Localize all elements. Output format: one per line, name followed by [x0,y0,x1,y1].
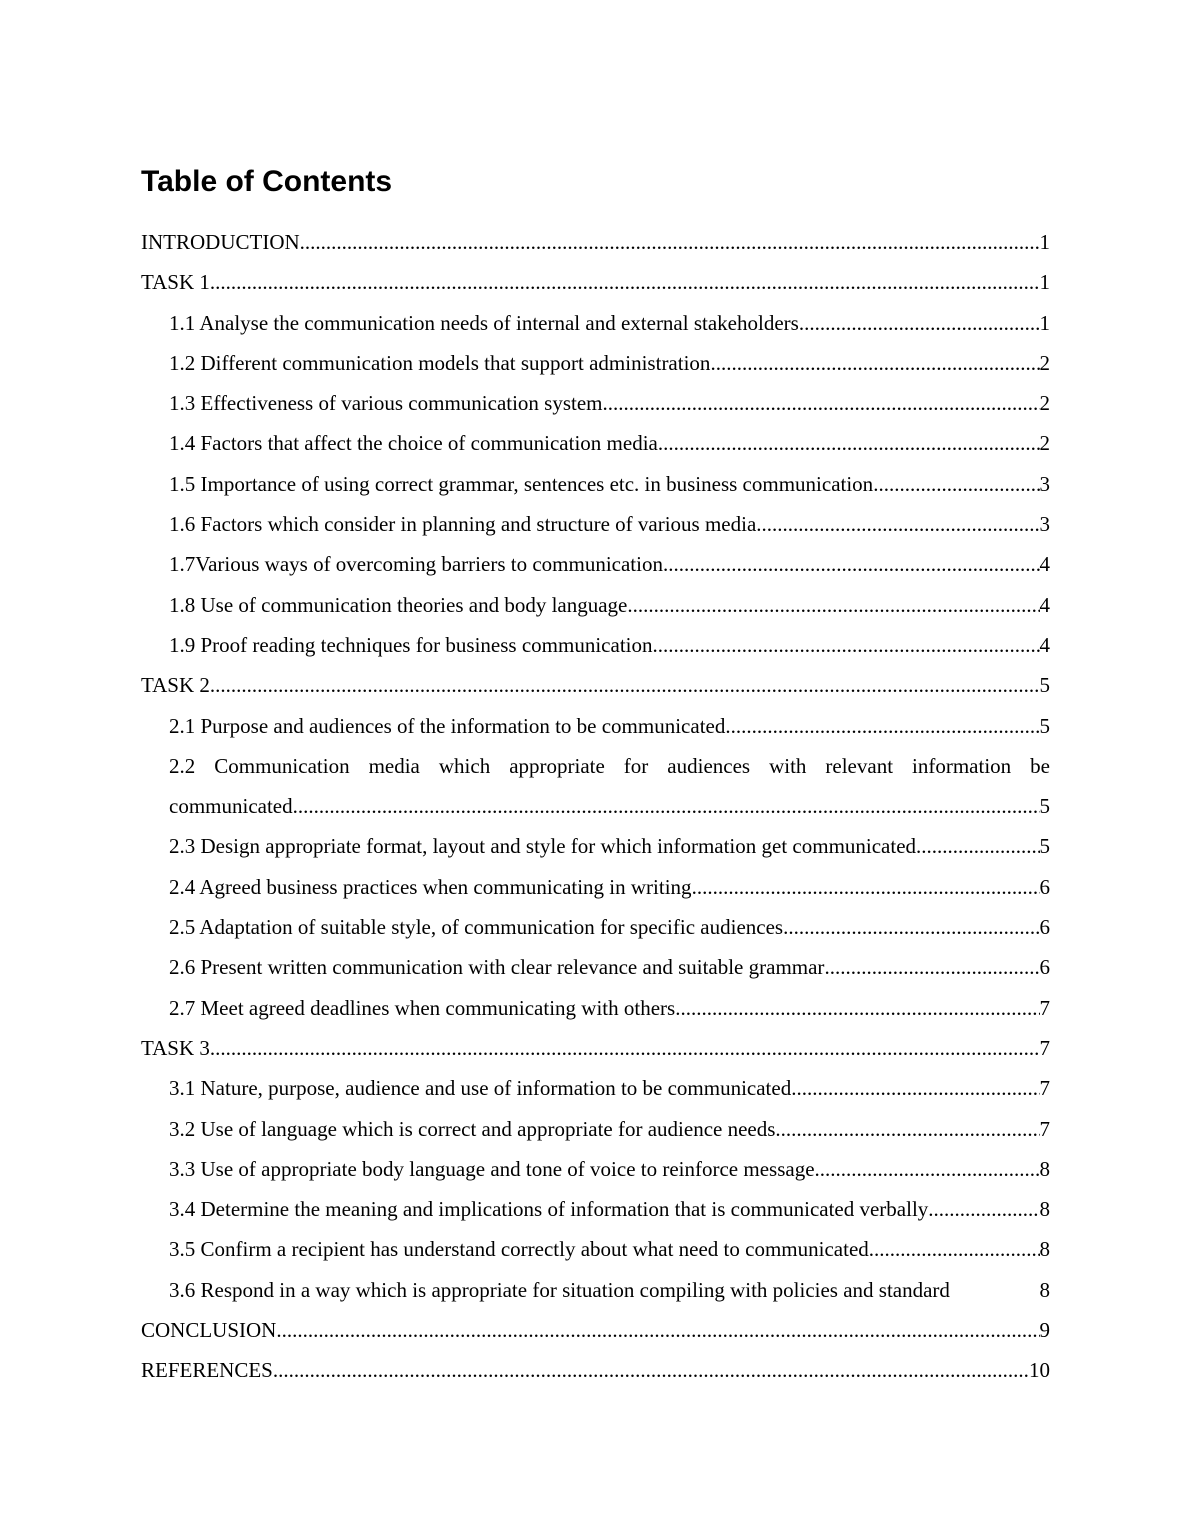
toc-page-number: 4 [1039,552,1050,577]
toc-entry-references[interactable] [141,1350,1050,1390]
toc-entry-2-1[interactable] [141,706,1050,746]
toc-entry-label: INTRODUCTION [141,230,300,254]
dot-leader [710,343,1039,383]
dot-leader [210,1028,1040,1068]
dot-leader [658,423,1040,463]
toc-page-number: 8 [1039,1277,1050,1302]
toc-entry-label-continued: communicated [169,794,293,819]
toc-page-number: 7 [1039,1076,1050,1101]
toc-entry-2-5[interactable] [141,907,1050,947]
toc-page-number: 5 [1039,834,1050,859]
toc-entry-2-4[interactable] [141,867,1050,907]
toc-entry-3-5[interactable] [141,1229,1050,1269]
toc-entry-2-2[interactable] [141,746,1050,786]
toc-page-number: 5 [1039,713,1050,738]
toc-entry-1-4[interactable] [141,423,1050,463]
toc-page-number: 8 [1039,1156,1050,1181]
toc-page-number: 4 [1039,632,1050,657]
toc-page-number: 8 [1039,1237,1050,1262]
toc-entry-label: 1.3 Effectiveness of various communication system [169,391,603,416]
toc-page-number: 6 [1039,874,1050,899]
toc-entry-2-6[interactable] [141,947,1050,987]
toc-entry-task-2[interactable] [141,665,1050,705]
toc-entry-label: REFERENCES [141,1358,273,1383]
toc-entry-1-8[interactable] [141,585,1050,625]
dot-leader [928,1189,1039,1229]
table-of-contents [141,222,1050,1391]
dot-leader [273,1350,1029,1390]
dot-leader [824,947,1039,987]
toc-entry-label: 3.1 Nature, purpose, audience and use of information to be communicated [169,1076,792,1101]
toc-page-number: 1 [1039,230,1050,254]
toc-entry-task-3[interactable] [141,1028,1050,1068]
dot-leader [210,665,1040,705]
toc-page-number: 3 [1039,512,1050,537]
toc-page-number: 10 [1029,1358,1050,1383]
toc-entry-label: 3.2 Use of language which is correct and appropriate for audience needs [169,1116,776,1141]
toc-page-number: 6 [1039,955,1050,980]
dot-leader [663,544,1040,584]
dot-leader [791,1068,1039,1108]
toc-entry-2-2-continued[interactable] [141,786,1050,826]
toc-entry-label: 1.1 Analyse the communication needs of internal and external stakeholders [169,310,799,335]
toc-page-number: 8 [1039,1197,1050,1222]
toc-page-number: 2 [1039,431,1050,456]
toc-entry-1-7[interactable] [141,544,1050,584]
toc-entry-3-6[interactable] [141,1270,1050,1310]
toc-entry-label: 1.7Various ways of overcoming barriers to communication [169,552,663,577]
dot-leader [916,826,1039,866]
toc-page-number: 4 [1039,592,1050,617]
toc-entry-label: CONCLUSION [141,1318,277,1343]
toc-page-number: 7 [1039,1116,1050,1141]
toc-entry-introduction[interactable] [141,222,1050,262]
toc-page-number: 5 [1039,794,1050,819]
toc-entry-label: 3.3 Use of appropriate body language and tone of voice to reinforce message [169,1156,815,1181]
toc-page-number: 1 [1039,310,1050,335]
dot-leader [652,625,1039,665]
toc-entry-3-4[interactable] [141,1189,1050,1229]
toc-entry-conclusion[interactable] [141,1310,1050,1350]
dot-leader [627,585,1039,625]
toc-entry-label: 1.8 Use of communication theories and body language [169,592,628,617]
toc-entry-label: 2.2 Communication media which appropriate for audiences with relevant information be [169,753,1050,778]
toc-entry-label: 1.5 Importance of using correct grammar, sentences etc. in business communication [169,471,874,496]
page-title: Table of Contents [141,165,393,198]
toc-entry-3-3[interactable] [141,1149,1050,1189]
toc-entry-3-2[interactable] [141,1109,1050,1149]
toc-entry-label: 1.4 Factors that affect the choice of communication media [169,431,658,456]
dot-leader [815,1149,1040,1189]
toc-page-number: 3 [1039,471,1050,496]
toc-entry-label: TASK 3 [141,1035,210,1060]
toc-entry-label: 2.4 Agreed business practices when communicating in writing [169,874,692,899]
dot-leader [756,504,1039,544]
toc-entry-1-5[interactable] [141,464,1050,504]
toc-entry-label: 1.6 Factors which consider in planning and structure of various media [169,512,757,537]
toc-page-number: 7 [1039,1035,1050,1060]
toc-page-number: 2 [1039,350,1050,375]
toc-entry-label: 3.6 Respond in a way which is appropriate for situation compiling with policies and standard [169,1277,950,1302]
toc-entry-label: TASK 2 [141,673,210,698]
dot-leader [692,867,1040,907]
dot-leader [783,907,1039,947]
toc-entry-1-1[interactable] [141,303,1050,343]
dot-leader [675,988,1039,1028]
toc-entry-1-6[interactable] [141,504,1050,544]
toc-entry-2-3[interactable] [141,826,1050,866]
dot-leader [775,1109,1039,1149]
toc-entry-label: 1.9 Proof reading techniques for business communication [169,632,653,657]
toc-entry-label: 3.4 Determine the meaning and implications of information that is communicated verbally [169,1197,929,1222]
dot-leader [873,464,1039,504]
dot-leader [300,222,1040,262]
dot-leader [210,262,1040,302]
toc-entry-label: 1.2 Different communication models that support administration [169,350,711,375]
dot-leader [869,1229,1040,1269]
dot-leader [799,303,1040,343]
toc-entry-label: 2.6 Present written communication with clear relevance and suitable grammar [169,955,825,980]
toc-page-number: 9 [1039,1318,1050,1343]
toc-entry-1-9[interactable] [141,625,1050,665]
toc-entry-1-3[interactable] [141,383,1050,423]
toc-entry-2-7[interactable] [141,988,1050,1028]
toc-entry-task-1[interactable] [141,262,1050,302]
toc-page-number: 7 [1039,995,1050,1020]
toc-entry-1-2[interactable] [141,343,1050,383]
toc-page-number: 1 [1039,270,1050,295]
toc-entry-label: 2.1 Purpose and audiences of the information to be communicated [169,713,726,738]
toc-page-number: 5 [1039,673,1050,698]
dot-leader [603,383,1040,423]
toc-entry-label: 2.3 Design appropriate format, layout and style for which information get communicated [169,834,917,859]
toc-entry-label: 2.7 Meet agreed deadlines when communicating with others [169,995,676,1020]
dot-leader [725,706,1039,746]
dot-leader [276,1310,1039,1350]
toc-entry-label: TASK 1 [141,270,210,295]
dot-leader [293,786,1040,826]
toc-page-number: 6 [1039,915,1050,940]
toc-entry-label: 2.5 Adaptation of suitable style, of communication for specific audiences [169,915,784,940]
toc-page-number: 2 [1039,391,1050,416]
toc-entry-label: 3.5 Confirm a recipient has understand correctly about what need to communicated [169,1237,869,1262]
toc-entry-3-1[interactable] [141,1068,1050,1108]
